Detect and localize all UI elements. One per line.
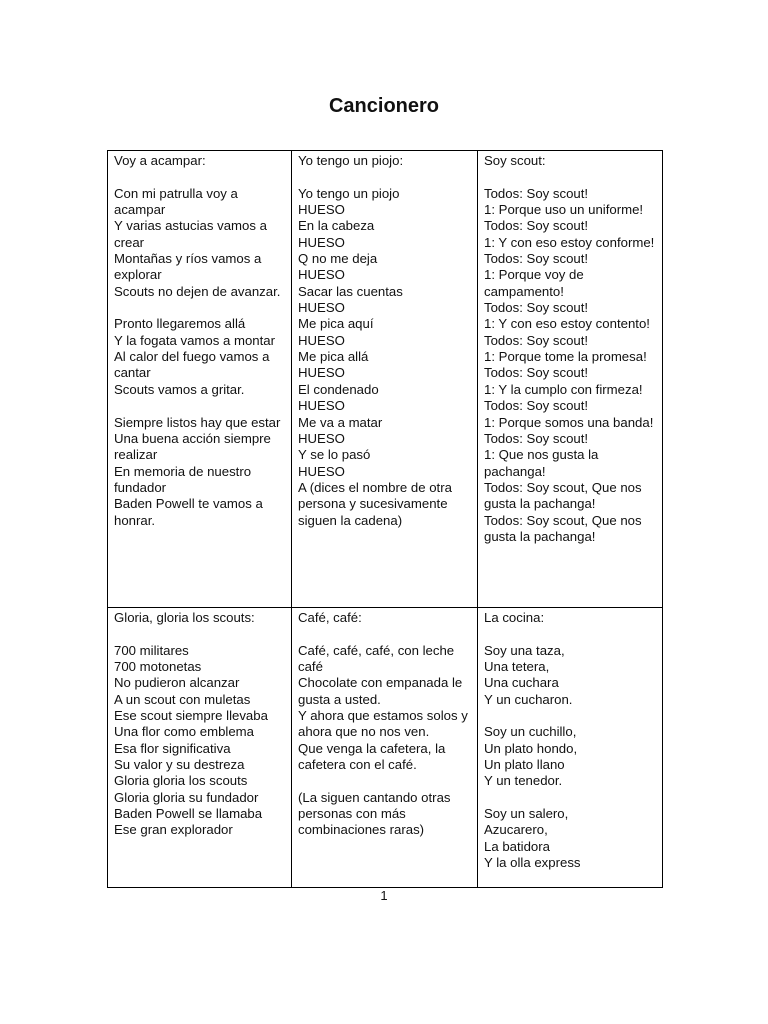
lyric-line: HUESO: [298, 332, 345, 348]
songbook-row-1: [108, 151, 663, 608]
lyric-line: Todos: Soy scout, Que nos gusta la pachanga!: [484, 479, 642, 512]
lyric-line: Me va a matar: [298, 414, 383, 430]
lyric-line: Una tetera,: [484, 659, 550, 675]
lyric-line: No pudieron alcanzar: [114, 675, 240, 691]
lyric-line: HUESO: [298, 202, 345, 218]
lyric-line: Un plato llano: [484, 757, 565, 773]
lyric-line: Ese scout siempre llevaba: [114, 708, 268, 724]
song-cell: [292, 151, 478, 608]
lyric-line: Y varias astucias vamos a crear: [114, 218, 267, 250]
lyric-line: Y la olla express: [484, 855, 581, 871]
song-stanza: [114, 415, 285, 529]
page-title: Cancionero: [328, 95, 440, 117]
lyric-line: Baden Powell se llamaba: [114, 806, 263, 822]
lyric-line: HUESO: [298, 267, 345, 283]
song-stanza: [298, 643, 471, 774]
lyric-line: Todos: Soy scout!: [484, 218, 589, 234]
lyric-line: Una cuchara: [484, 675, 559, 691]
song-stanza: [114, 186, 285, 300]
lyric-line: Ese gran explorador: [114, 822, 233, 838]
song-title: Café, café:: [298, 610, 362, 625]
lyric-line: Soy un cuchillo,: [484, 724, 577, 740]
song-title: Yo tengo un piojo:: [298, 153, 404, 168]
lyric-line: Todos: Soy scout!: [484, 251, 589, 267]
lyric-line: Siempre listos hay que estar: [114, 414, 281, 430]
lyric-line: 1: Porque uso un uniforme!: [484, 202, 644, 218]
lyric-line: 1: Porque somos una banda!: [484, 414, 654, 430]
lyric-line: Y un tenedor.: [484, 773, 563, 789]
lyric-line: Y la fogata vamos a montar: [114, 332, 276, 348]
lyric-line: Chocolate con empanada le gusta a usted.: [298, 675, 463, 707]
lyric-line: Todos: Soy scout!: [484, 398, 589, 414]
lyric-line: Todos: Soy scout!: [484, 332, 589, 348]
song-stanza: [484, 724, 656, 789]
lyric-line: Scouts no dejen de avanzar.: [114, 283, 281, 299]
song-cell: [478, 151, 663, 608]
lyric-line: Y se lo pasó: [298, 447, 371, 463]
song-stanza: [484, 186, 656, 546]
lyric-line: Me pica aquí: [298, 316, 374, 332]
lyric-line: Gloria gloria los scouts: [114, 773, 248, 789]
lyric-line: Baden Powell te vamos a honrar.: [114, 496, 263, 528]
lyric-line: Esa flor significativa: [114, 740, 231, 756]
lyric-line: Todos: Soy scout!: [484, 300, 589, 316]
lyric-line: Sacar las cuentas: [298, 283, 403, 299]
song-title: Gloria, gloria los scouts:: [114, 610, 255, 625]
lyric-line: Y ahora que estamos solos y ahora que no nos ven.: [298, 708, 468, 740]
lyric-line: 700 militares: [114, 642, 189, 658]
song-title: Soy scout:: [484, 153, 546, 168]
lyric-line: Su valor y su destreza: [114, 757, 245, 773]
lyric-line: Todos: Soy scout!: [484, 185, 589, 201]
lyric-line: 1: Y con eso estoy contento!: [484, 316, 650, 332]
songbook-table: [107, 150, 663, 888]
lyric-line: HUESO: [298, 300, 345, 316]
lyric-line: Todos: Soy scout!: [484, 430, 589, 446]
lyric-line: 1: Que nos gusta la pachanga!: [484, 447, 599, 479]
lyric-line: Café, café, café, con leche café: [298, 642, 455, 675]
lyric-line: Que venga la cafetera, la cafetera con el café.: [298, 740, 446, 773]
lyric-line: (La siguen cantando otras personas con más combinaciones raras): [298, 789, 451, 838]
lyric-line: HUESO: [298, 398, 345, 414]
lyric-line: Gloria gloria su fundador: [114, 789, 259, 805]
song-cell: [478, 608, 663, 888]
lyric-line: HUESO: [298, 430, 345, 446]
lyric-line: Q no me deja: [298, 251, 378, 267]
lyric-line: Una buena acción siempre realizar: [114, 430, 271, 463]
song-title: La cocina:: [484, 610, 545, 625]
lyric-line: Azucarero,: [484, 822, 548, 838]
lyric-line: Todos: Soy scout!: [484, 365, 589, 381]
song-cell: [108, 608, 292, 888]
lyric-line: A (dices el nombre de otra persona y sucesivamente siguen la cadena): [298, 479, 452, 528]
lyric-line: Me pica allá: [298, 349, 369, 365]
songbook-row-2: [108, 608, 663, 888]
lyric-line: 1: Y la cumplo con firmeza!: [484, 381, 643, 397]
song-stanza: [484, 643, 656, 708]
lyric-line: HUESO: [298, 463, 345, 479]
lyric-line: Al calor del fuego vamos a cantar: [114, 349, 270, 381]
lyric-line: 1: Y con eso estoy conforme!: [484, 234, 655, 250]
lyric-line: Yo tengo un piojo: [298, 185, 400, 201]
lyric-line: El condenado: [298, 381, 379, 397]
lyric-line: 700 motonetas: [114, 659, 202, 675]
page-number: 1: [380, 888, 388, 903]
lyric-line: Todos: Soy scout, Que nos gusta la pachanga!: [484, 512, 642, 544]
lyric-line: Pronto llegaremos allá: [114, 316, 246, 332]
lyric-line: A un scout con muletas: [114, 691, 251, 707]
lyric-line: La batidora: [484, 838, 550, 854]
lyric-line: Montañas y ríos vamos a explorar: [114, 251, 262, 283]
song-title: Voy a acampar:: [114, 153, 206, 168]
lyric-line: HUESO: [298, 365, 345, 381]
song-stanza: [114, 316, 285, 398]
lyric-line: Soy una taza,: [484, 642, 565, 658]
song-cell: [292, 608, 478, 888]
lyric-line: Con mi patrulla voy a acampar: [114, 185, 238, 218]
song-stanza: [298, 790, 471, 839]
lyric-line: Soy un salero,: [484, 806, 569, 822]
lyric-line: HUESO: [298, 234, 345, 250]
lyric-line: 1: Porque tome la promesa!: [484, 349, 647, 365]
lyric-line: 1: Porque voy de campamento!: [484, 267, 584, 299]
lyric-line: En memoria de nuestro fundador: [114, 463, 252, 495]
song-stanza: [484, 806, 656, 871]
song-stanza: [298, 186, 471, 529]
song-cell: [108, 151, 292, 608]
song-stanza: [114, 643, 285, 839]
lyric-line: En la cabeza: [298, 218, 375, 234]
lyric-line: Scouts vamos a gritar.: [114, 381, 245, 397]
lyric-line: Una flor como emblema: [114, 724, 254, 740]
lyric-line: Y un cucharon.: [484, 691, 573, 707]
lyric-line: Un plato hondo,: [484, 740, 578, 756]
